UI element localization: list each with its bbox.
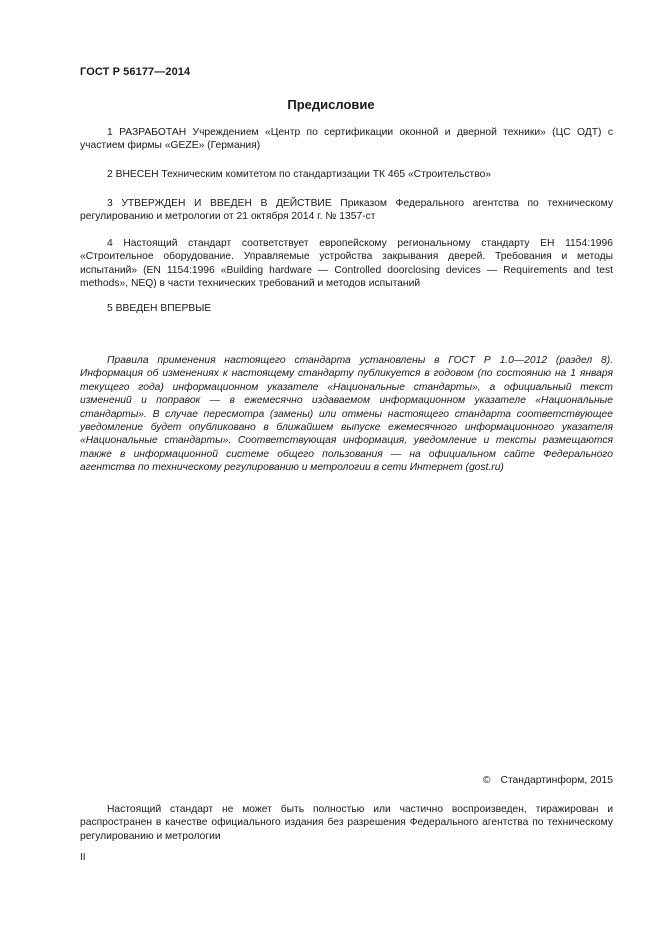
usage-notice: Правила применения настоящего стандарта установлены в ГОСТ Р 1.0—2012 (раздел 8). Информация об изменениях к настоящему стандарту публикуется в годовом (по состоянию на 1 января текущего года) информационном указателе «Национальные стандарты», а официальный текст изменений и поправок — в ежемесячно издаваемом информационном указателе «Национальные стандарты». В случае пересмотра (замены) или отмены настоящего стандарта соответствующее уведомление будет опубликовано в ближайшем выпуске ежемесячного информационного указателя «Национальные стандарты». Соответствующая информация, уведомление и тексты размещаются также в информационной системе общего пользования — на официальном сайте Федерального агентства по техническому регулированию и метрологии в сети Интернет (gost.ru) bbox=[80, 355, 613, 474]
copyright-text: Стандартинформ, 2015 bbox=[500, 775, 613, 786]
copyright-line bbox=[483, 775, 613, 786]
paragraph-4: 4 Настоящий стандарт соответствует европейскому региональному стандарту ЕН 1154:1996 «Строительное оборудование. Управляемые устройства закрывания дверей. Требования и методы испытаний» (EN 1154:1996 «Building hardware — Controlled doorclosing devices — Requirements and test methods», NEQ) в части технических требований и методов испытаний bbox=[80, 238, 613, 290]
paragraph-3: 3 УТВЕРЖДЕН И ВВЕДЕН В ДЕЙСТВИЕ Приказом Федерального агентства по техническому регулированию и метрологии от 21 октября 2014 г. № 1357-ст bbox=[80, 198, 613, 223]
paragraph-1: 1 РАЗРАБОТАН Учреждением «Центр по сертификации оконной и дверной техники» (ЦС ОДТ) с участием фирмы «GEZE» (Германия) bbox=[80, 127, 613, 152]
page-title: Предисловие bbox=[287, 97, 375, 112]
rights-notice: Настоящий стандарт не может быть полностью или частично воспроизведен, тиражирован и распространен в качестве официального издания без разрешения Федерального агентства по техническому регулированию и метрологии bbox=[80, 804, 613, 842]
page-number: II bbox=[80, 852, 86, 863]
paragraph-2: 2 ВНЕСЕН Техническим комитетом по стандартизации ТК 465 «Строительство» bbox=[107, 169, 492, 180]
copyright-symbol: © bbox=[482, 775, 491, 786]
paragraph-5: 5 ВВЕДЕН ВПЕРВЫЕ bbox=[107, 303, 212, 314]
document-code: ГОСТ Р 56177—2014 bbox=[80, 66, 191, 78]
